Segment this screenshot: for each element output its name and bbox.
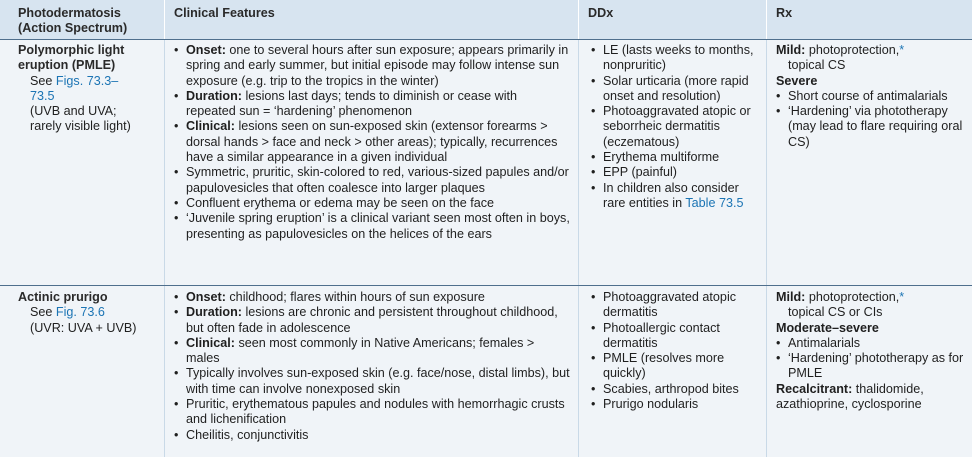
list-item: • Clinical: seen most commonly in Native Americans; females > males (174, 336, 570, 367)
figure-link[interactable]: Fig. 73.6 (55, 305, 105, 320)
column-divider (578, 0, 579, 39)
list-item: • ‘Juvenile spring eruption’ is a clinical variant seen most often in boys, presenting as papulovesicles on the helices of the ears (174, 211, 570, 242)
header-rx: Rx (776, 6, 793, 20)
table-link[interactable]: Table 73.5 (685, 195, 744, 210)
header-rule (0, 39, 972, 40)
actinic-prurigo-rx-cell: Mild: photoprotection,* topical CS or CIs Moderate–severe • Antimalarials • ‘Hardening’ phototherapy as for PMLE Recalcitrant: thalidomide, azathioprine, cyclosporine (776, 290, 968, 412)
list-item: • Photoallergic contact dermatitis (591, 321, 761, 352)
figure-link[interactable]: 73.5 (30, 88, 55, 103)
list-item: • Photoaggravated atopic or seborrheic dermatitis (eczematous) (591, 104, 761, 150)
list-item: • Cheilitis, conjunctivitis (174, 428, 570, 443)
list-item: • Antimalarials (776, 336, 968, 351)
column-divider (164, 39, 165, 457)
actinic-prurigo-disease-cell: Actinic prurigo See Fig. 73.6 (UVR: UVA + UVB) (18, 290, 137, 335)
table-header-row (0, 0, 972, 39)
actinic-prurigo-ddx-cell (591, 290, 761, 412)
header-photodermatosis: Photodermatosis (Action Spectrum) (18, 6, 128, 36)
column-divider (766, 39, 767, 457)
list-item: • EPP (painful) (591, 165, 761, 180)
list-item: • Clinical: lesions seen on sun-exposed skin (extensor forearms > dorsal hands > face and neck > other areas); typically, recurrences have a similar appearance in a given individual (174, 119, 570, 165)
column-divider (766, 0, 767, 39)
list-item: • Pruritic, erythematous papules and nodules with hemorrhagic crusts and lichenification (174, 397, 570, 428)
column-divider (164, 0, 165, 39)
column-divider (578, 39, 579, 457)
figure-link[interactable]: Figs. 73.3– (55, 73, 119, 88)
list-item: • ‘Hardening’ phototherapy as for PMLE (776, 351, 968, 382)
row-rule (0, 285, 972, 286)
list-item: • Duration: lesions last days; tends to diminish or cease with repeated sun = ‘hardening’ phenomenon (174, 89, 570, 120)
list-item: • Symmetric, pruritic, skin-colored to red, various-sized papules and/or papulovesicles that often coalesce into larger plaques (174, 165, 570, 196)
actinic-prurigo-clinical-features-cell (174, 290, 570, 443)
list-item: • Solar urticaria (more rapid onset and resolution) (591, 74, 761, 105)
list-item: • ‘Hardening’ via phototherapy (may lead to flare requiring oral CS) (776, 104, 968, 150)
list-item: • Confluent erythema or edema may be seen on the face (174, 196, 570, 211)
header-ddx: DDx (588, 6, 614, 20)
list-item: • Onset: childhood; flares within hours of sun exposure (174, 290, 570, 305)
list-item: • Prurigo nodularis (591, 397, 761, 412)
list-item: • Duration: lesions are chronic and persistent throughout childhood, but often fade in adolescence (174, 305, 570, 336)
list-item: • Short course of antimalarials (776, 89, 968, 104)
header-clinical-features: Clinical Features (174, 6, 275, 20)
pmle-rx-cell: Mild: photoprotection,* topical CS Severe • Short course of antimalarials • ‘Hardening’ via phototherapy (may lead to flare requiring oral CS) (776, 43, 968, 150)
pmle-clinical-features-cell (174, 43, 570, 242)
pmle-ddx-cell (591, 43, 761, 211)
list-item: • Typically involves sun-exposed skin (e.g. face/nose, distal limbs), but with time can involve nonexposed skin (174, 366, 570, 397)
list-item: • Scabies, arthropod bites (591, 382, 761, 397)
list-item: • Photoaggravated atopic dermatitis (591, 290, 761, 321)
list-item: • Erythema multiforme (591, 150, 761, 165)
pmle-disease-cell: Polymorphic light eruption (PMLE) See Figs. 73.3– 73.5 (UVB and UVA; rarely visible light) (18, 43, 131, 134)
list-item: • PMLE (resolves more quickly) (591, 351, 761, 382)
list-item: • LE (lasts weeks to months, nonpruritic) (591, 43, 761, 74)
list-item: • Onset: one to several hours after sun exposure; appears primarily in spring and early summer, but initial episode may follow intense sun exposure (e.g. trip to the tropics in the winter) (174, 43, 570, 89)
list-item: • In children also consider rare entities in Table 73.5 (591, 181, 761, 212)
